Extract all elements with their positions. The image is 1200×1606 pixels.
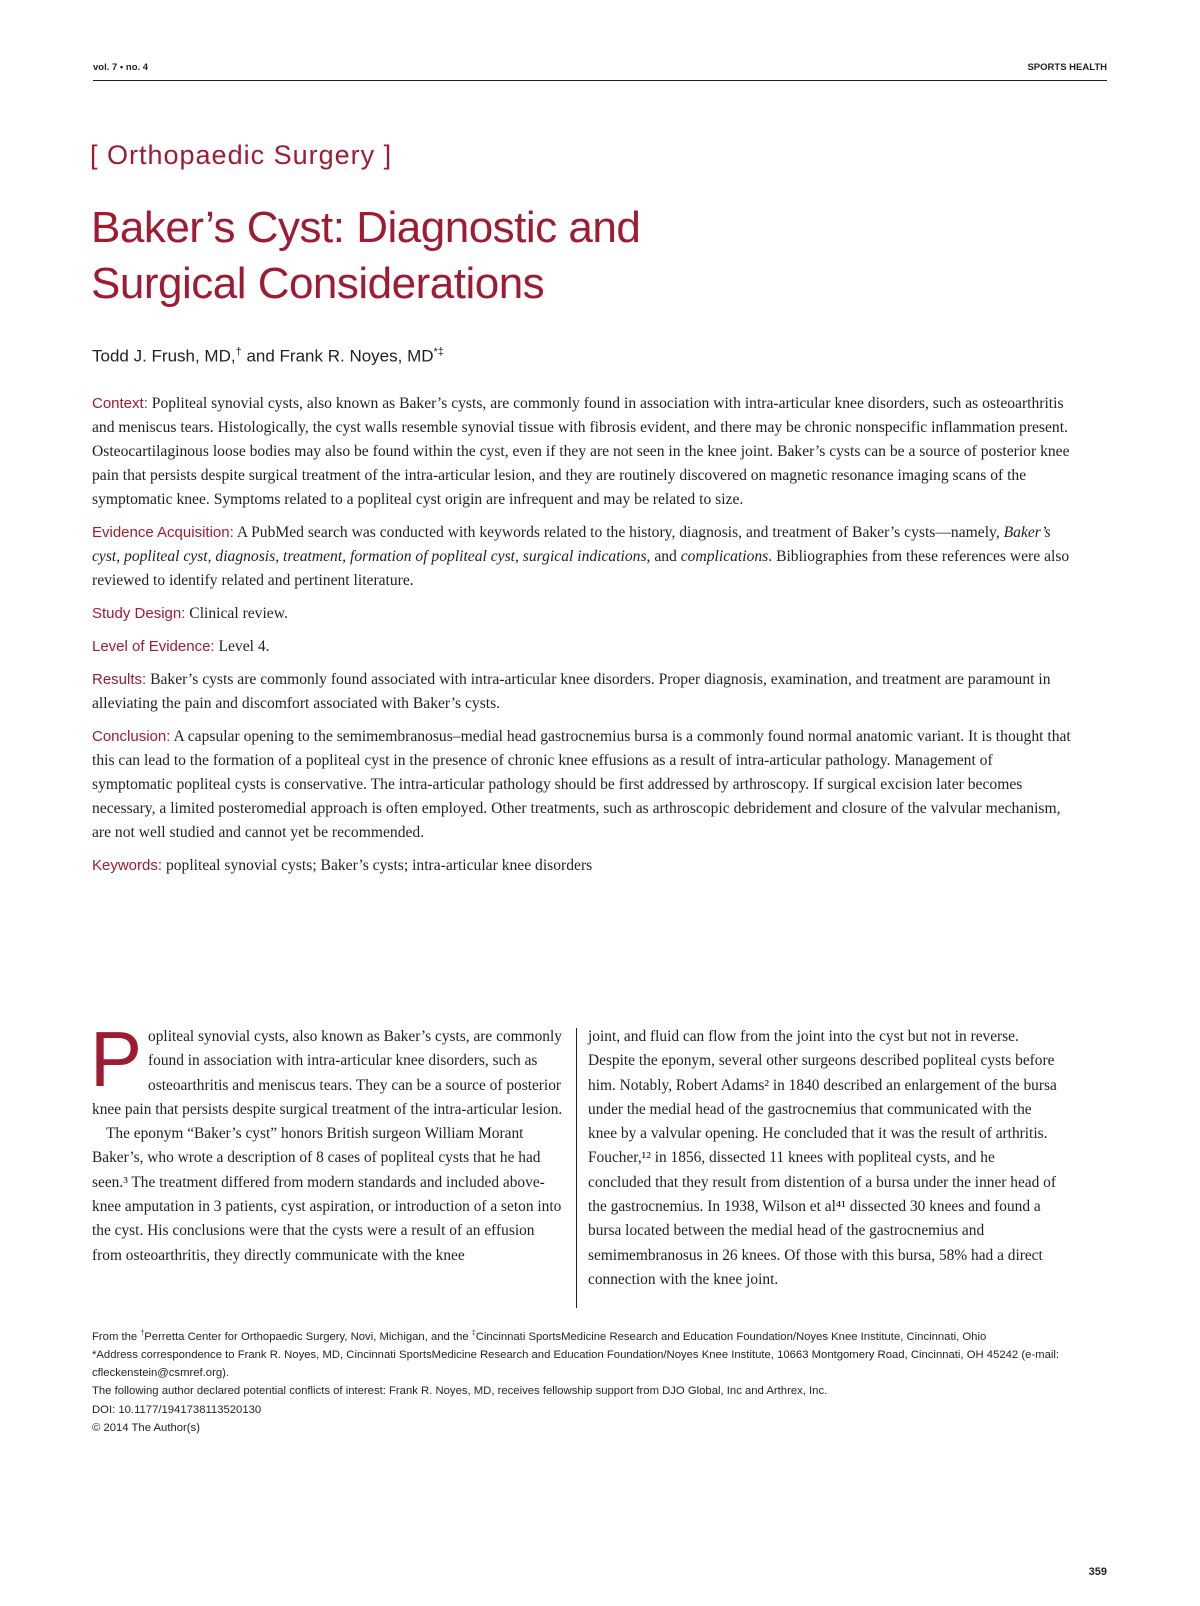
article-title <box>91 200 991 312</box>
footnote-address: *Address correspondence to Frank R. Noyes, MD, Cincinnati SportsMedicine Research and Education Foundation/Noyes Knee Institute, 10663 Montgomery Road, Cincinnati, OH 45242 (e-mail: cfleckenstein@csmref.org). <box>92 1348 1060 1380</box>
footnote-mark: ‡ <box>471 1330 476 1337</box>
abstract-keyword-terms: Baker’s cyst, popliteal cyst, diagnosis, treatment, formation of popliteal cyst, surgical indications, <box>92 524 1051 565</box>
abstract-label: Study Design: <box>92 605 186 622</box>
footnote-copyright: © 2014 The Author(s) <box>92 1421 200 1434</box>
title-line-2: Surgical Considerations <box>91 259 545 308</box>
author-1-mark: † <box>235 346 242 358</box>
abstract-label: Results: <box>92 671 147 688</box>
abstract-text: A capsular opening to the semimembranosus–medial head gastrocnemius bursa is a commonly found normal anatomic variant. It is thought that this can lead to the formation of a popliteal cyst in the presence of chronic knee effusions as a result of intra-articular pathology. Management of symptomatic popliteal cysts is conservative. The intra-articular pathology should be first addressed by arthroscopy. If surgical excision later becomes necessary, a limited posteromedial approach is often employed. Other treatments, such as arthroscopic debridement and closure of the valvular mechanism, are not well studied and cannot yet be recommended. <box>92 728 1071 841</box>
body-text: opliteal synovial cysts, also known as Baker’s cysts, are commonly found in association with intra-articular knee disorders, such as osteoarthritis and meniscus tears. They can be a source of posterior knee pain that persists despite surgical treatment of the intra-articular lesion. <box>92 1028 563 1118</box>
footnotes <box>92 1325 1082 1437</box>
footnote-mark: † <box>140 1330 145 1337</box>
abstract-results <box>92 668 1077 716</box>
column-divider <box>576 1028 577 1308</box>
footnote-text: Cincinnati SportsMedicine Research and Education Foundation/Noyes Knee Institute, Cincinnati, Ohio <box>475 1330 987 1343</box>
article-body <box>90 1015 1078 1310</box>
abstract-evidence <box>92 521 1077 593</box>
header-rule <box>93 80 1107 81</box>
running-header <box>93 62 1107 78</box>
abstract-label: Level of Evidence: <box>92 638 215 655</box>
footnote-doi: DOI: 10.1177/1941738113520130 <box>92 1403 262 1416</box>
author-conjunction: and <box>241 346 280 366</box>
author-list <box>92 346 444 367</box>
abstract-keywords <box>92 854 1077 878</box>
abstract-label: Evidence Acquisition: <box>92 524 234 541</box>
abstract-text: Baker’s cysts are commonly found associated with intra-articular knee disorders. Proper diagnosis, examination, and treatment are paramount in alleviating the pain and discomfort associated with Baker’s cysts. <box>92 671 1051 712</box>
abstract-text: . Bibliographies from these references were also reviewed to identify related and pertinent literature. <box>92 548 1070 589</box>
body-column-left <box>90 1015 564 1268</box>
author-2-mark: *‡ <box>433 346 444 358</box>
drop-cap: P <box>90 1015 143 1103</box>
body-paragraph: joint, and fluid can flow from the joint into the cyst but not in reverse. Despite the eponym, several other surgeons described popliteal cysts before him. Notably, Robert Adams² in 1840 described an enlargement of the bursa under the medial head of the gastrocnemius that communicated with the knee by a valvular opening. He concluded that it was the result of arthritis. Foucher,¹² in 1856, dissected 11 knees with popliteal cysts, and he concluded that they result from distention of a bursa under the inner head of the gastrocnemius. In 1938, Wilson et al⁴¹ dissected 30 knees and found a bursa located between the medial head of the gastrocnemius and semimembranosus in 26 knees. Of those with this bursa, 58% had a direct connection with the knee joint. <box>588 1028 1057 1288</box>
author-1: Todd J. Frush, MD, <box>92 346 236 366</box>
abstract-label: Context: <box>92 395 148 412</box>
footnote-conflict: The following author declared potential conflicts of interest: Frank R. Noyes, MD, receives fellowship support from DJO Global, Inc and Arthrex, Inc. <box>92 1385 828 1398</box>
page-number: 359 <box>1088 1566 1107 1578</box>
abstract-text: A PubMed search was conducted with keywords related to the history, diagnosis, and treatment of Baker’s cysts—namely, <box>236 524 1000 541</box>
footnote-text: From the <box>92 1330 141 1343</box>
abstract-label: Keywords: <box>92 857 163 874</box>
author-2: Frank R. Noyes, MD <box>279 346 434 366</box>
journal-name: SPORTS HEALTH <box>1027 62 1107 73</box>
abstract-text: popliteal synovial cysts; Baker’s cysts; intra-articular knee disorders <box>165 857 593 874</box>
abstract-text: Clinical review. <box>189 605 288 622</box>
abstract-label: Conclusion: <box>92 728 171 745</box>
abstract-text: Level 4. <box>218 638 270 655</box>
abstract-design <box>92 602 1077 626</box>
abstract-conclusion <box>92 725 1077 845</box>
title-line-1: Baker’s Cyst: Diagnostic and <box>91 203 641 252</box>
footnote-affiliation <box>92 1325 1082 1346</box>
journal-volume: vol. 7 • no. 4 <box>93 62 149 73</box>
abstract-keyword-term: complications <box>680 548 769 565</box>
abstract <box>92 392 1077 887</box>
abstract-context <box>92 392 1077 512</box>
abstract-level <box>92 635 1077 659</box>
body-paragraph: The eponym “Baker’s cyst” honors British surgeon William Morant Baker’s, who wrote a description of 8 cases of popliteal cysts that he had seen.³ The treatment differed from modern standards and included above-knee amputation in 3 patients, cyst aspiration, or introduction of a seton into the cyst. His conclusions were that the cysts were a result of an effusion from osteoarthritis, they directly communicate with the knee <box>92 1125 562 1264</box>
abstract-text: Popliteal synovial cysts, also known as Baker’s cysts, are commonly found in association with intra-articular knee disorders, such as osteoarthritis and meniscus tears. Histologically, the cyst walls resemble synovial tissue with fibrosis evident, and there may be chronic nonspecific inflammation present. Osteocartilaginous loose bodies may also be found within the cyst, even if they are not seen in the knee joint. Baker’s cysts can be a source of posterior knee pain that persists despite surgical treatment of the intra-articular lesion, and they are routinely discovered on magnetic resonance imaging scans of the symptomatic knee. Symptoms related to a popliteal cyst origin are infrequent and may be related to size. <box>92 395 1070 508</box>
body-column-right <box>588 1025 1060 1292</box>
body-paragraph <box>90 1015 564 1122</box>
abstract-text: and <box>654 548 677 565</box>
footnote-text: Perretta Center for Orthopaedic Surgery, Novi, Michigan, and the <box>144 1330 472 1343</box>
section-label: [ Orthopaedic Surgery ] <box>90 140 393 170</box>
